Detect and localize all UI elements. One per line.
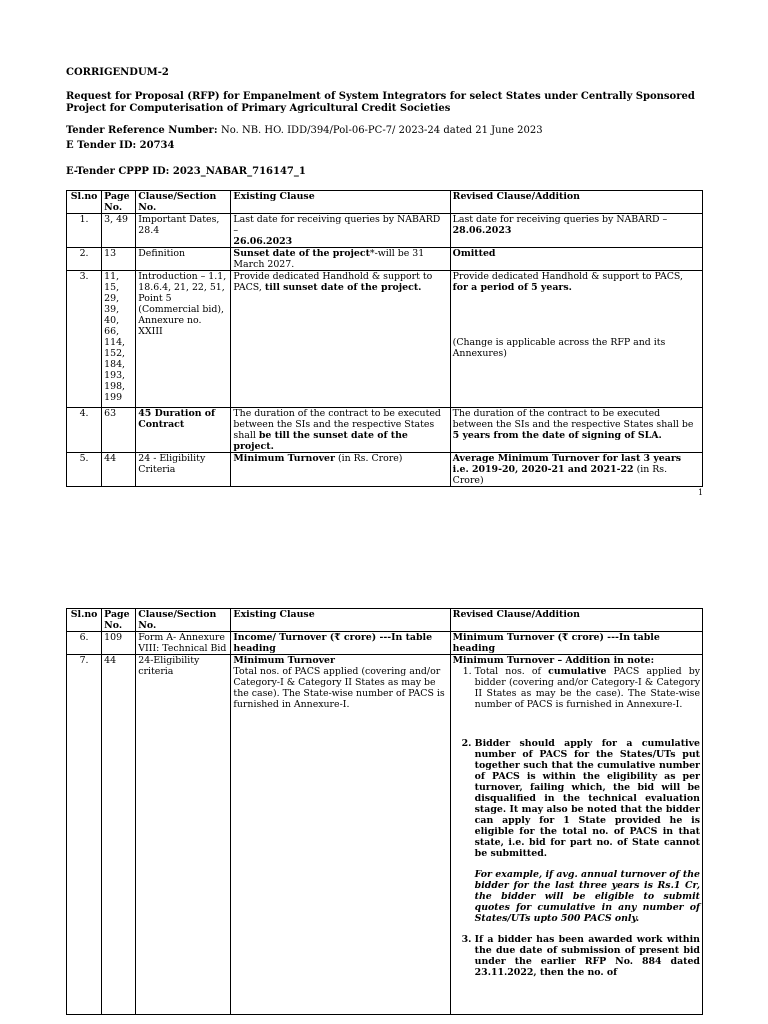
row-slno: 5.	[67, 453, 102, 487]
header-existing: Existing Clause	[231, 191, 450, 214]
row-existing: Provide dedicated Handhold & support to PACS, till sunset date of the project.	[231, 271, 450, 408]
table-row	[67, 632, 703, 655]
header-page: Page No.	[102, 609, 136, 632]
row-revised-note: (Change is applicable across the RFP and its Annexures)	[452, 337, 666, 359]
page-number: 1	[698, 488, 704, 497]
header-clause: Clause/Section No.	[136, 191, 231, 214]
row-existing: Income/ Turnover (₹ crore) ---In table heading	[231, 632, 450, 655]
row-slno: 6.	[67, 632, 102, 655]
row-revised: Minimum Turnover (₹ crore) ---In table heading	[450, 632, 702, 655]
row-slno: 3.	[67, 271, 102, 408]
revised-example: For example, if avg. annual turnover of the bidder for the last three years is Rs.1 Cr, the bidder will be eligible to submit quotes for cumulative in any number of States/UTs upto 500 PACS only.	[474, 869, 700, 924]
cppp-id: E-Tender CPPP ID: 2023_NABAR_716147_1	[66, 166, 306, 177]
row-existing: The duration of the contract to be executed between the SIs and the respective States shall be till the sunset date of the project.	[231, 408, 450, 453]
row-slno: 1.	[67, 214, 102, 248]
revised-item-1: 1. Total nos. of cumulative PACS applied by bidder (covering and/or Category-I & Category II States as may be the case). The State-wise number of PACS is furnished in Annexure-I.	[475, 666, 700, 710]
row-clause: 24-Eligibility criteria	[136, 655, 231, 1015]
table-header-row	[67, 191, 703, 214]
header-slno: Sl.no	[67, 191, 102, 214]
row-clause: 45 Duration of Contract	[136, 408, 231, 453]
row-revised: The duration of the contract to be executed between the SIs and the respective States shall be 5 years from the date of signing of SLA.	[450, 408, 702, 453]
table-header-row	[67, 609, 703, 632]
row-page: 13	[102, 248, 136, 271]
header-existing: Existing Clause	[231, 609, 450, 632]
tender-reference-value: No. NB. HO. IDD/394/Pol-06-PC-7/ 2023-24 dated 21 June 2023	[221, 125, 543, 136]
row-page: 11, 15, 29, 39, 40, 66, 114, 152, 184, 193, 198, 199	[102, 271, 136, 408]
header-revised: Revised Clause/Addition	[450, 609, 702, 632]
header-slno: Sl.no	[67, 609, 102, 632]
row-clause: Definition	[136, 248, 231, 271]
row-clause: 24 - Eligibility Criteria	[136, 453, 231, 487]
row-revised: Omitted	[450, 248, 702, 271]
table-row	[67, 655, 703, 1015]
header-page: Page No.	[102, 191, 136, 214]
corrigendum-table-2	[66, 608, 703, 1015]
table-row	[67, 408, 703, 453]
row-revised: Last date for receiving queries by NABARD – 28.06.2023	[450, 214, 702, 248]
row-revised: Provide dedicated Handhold & support to PACS, for a period of 5 years. (Change is applicable across the RFP and its Annexures)	[450, 271, 702, 408]
row-existing: Sunset date of the project*-will be 31 March 2027.	[231, 248, 450, 271]
header-clause: Clause/Section No.	[136, 609, 231, 632]
row-existing: Minimum Turnover (in Rs. Crore)	[231, 453, 450, 487]
row-existing: Last date for receiving queries by NABARD – 26.06.2023	[231, 214, 450, 248]
row-page: 63	[102, 408, 136, 453]
table-row	[67, 214, 703, 248]
header-revised: Revised Clause/Addition	[450, 191, 702, 214]
table-row	[67, 248, 703, 271]
row-revised	[450, 655, 702, 1015]
row-revised: Average Minimum Turnover for last 3 years i.e. 2019-20, 2020-21 and 2021-22 (in Rs. Crore)	[450, 453, 702, 487]
revised-heading: Minimum Turnover – Addition in note:	[452, 655, 655, 666]
row-page: 3, 49	[102, 214, 136, 248]
page-2	[0, 540, 768, 1024]
corrigendum-table-1	[66, 190, 703, 487]
revised-item-3: 3. If a bidder has been awarded work within the due date of submission of present bid under the earlier RFP No. 884 dated 23.11.2022, then the no. of	[475, 934, 700, 978]
row-page: 44	[102, 655, 136, 1015]
tender-reference	[66, 125, 543, 137]
row-slno: 7.	[67, 655, 102, 1015]
row-existing: Minimum Turnover Total nos. of PACS applied (covering and/or Category-I & Category II States as may be the case). The State-wise number of PACS is furnished in Annexure-I.	[231, 655, 450, 1015]
row-clause: Introduction – 1.1, 18.6.4, 21, 22, 51, Point 5 (Commercial bid), Annexure no. XXIII	[136, 271, 231, 408]
row-page: 44	[102, 453, 136, 487]
row-page: 109	[102, 632, 136, 655]
document-subject: Request for Proposal (RFP) for Empanelment of System Integrators for select States under Centrally Sponsored Project for Computerisation of Primary Agricultural Credit Societies	[66, 91, 695, 114]
document-title: CORRIGENDUM-2	[66, 67, 169, 78]
etender-id: E Tender ID: 20734	[66, 140, 175, 151]
row-slno: 4.	[67, 408, 102, 453]
row-slno: 2.	[67, 248, 102, 271]
revised-item-2: 2. Bidder should apply for a cumulative number of PACS for the States/UTs put together such that the cumulative number of PACS is within the eligibility as per turnover, failing which, the bid will be disqualified in the technical evaluation stage. It may also be noted that the bidder can apply for 1 State provided he is eligible for the total no. of PACS in that state, i.e. bid for part no. of State cannot be submitted. For example, if avg. annual turnover of the bidder for the last three years is Rs.1 Cr, the bidder will be eligible to submit quotes for cumulative in any number of States/UTs upto 500 PACS only.	[475, 738, 700, 924]
row-clause: Important Dates, 28.4	[136, 214, 231, 248]
tender-reference-label: Tender Reference Number:	[66, 125, 218, 136]
page-gap	[0, 512, 768, 540]
row-clause: Form A- Annexure VIII: Technical Bid	[136, 632, 231, 655]
table-row	[67, 453, 703, 487]
table-row	[67, 271, 703, 408]
